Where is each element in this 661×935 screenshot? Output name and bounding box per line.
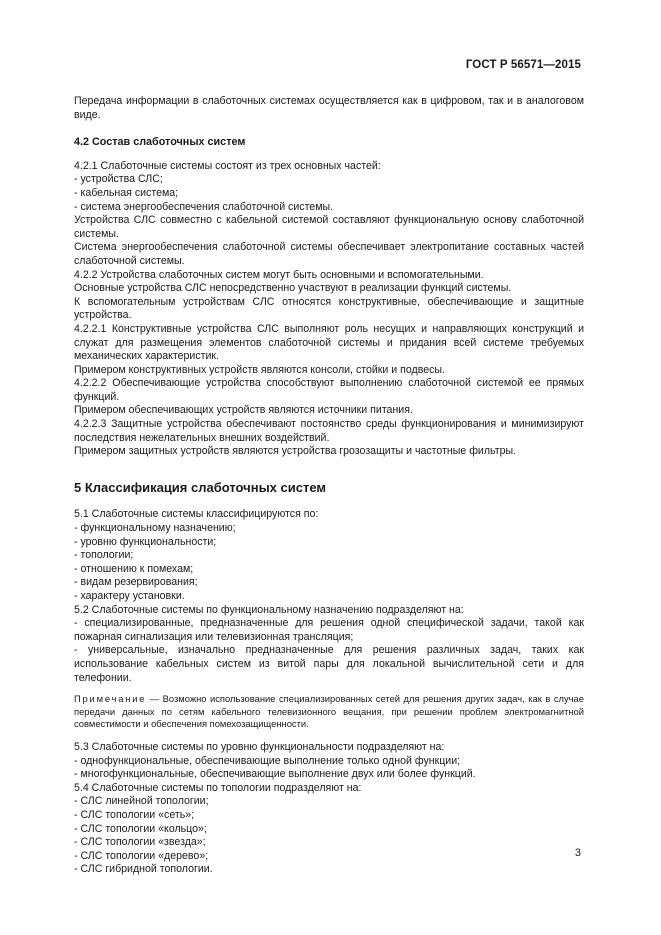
paragraph: К вспомогательным устройствам СЛС относятся конструктивные, обеспечивающие и защитные устройства.: [74, 295, 584, 322]
section-5-body-a: [74, 508, 584, 685]
note-label: Примечание: [74, 693, 147, 705]
paragraph: Система энергообеспечения слаботочной системы обеспечивает электропитание составных частей слаботочной системы.: [74, 241, 584, 267]
note-text: — Возможно использование специализированных сетей для решения других задач, как в случае передачи данных по сетям кабельного телевизионного вещания, при решении проблем электромагнитной совместимости и обеспечения помехозащищенности.: [74, 693, 584, 730]
section-5-body-b: [74, 741, 584, 877]
paragraph: 4.2.2.1 Конструктивные устройства СЛС выполняют роль несущих и направляющих конструкций и служат для размещения элементов слаботочной системы и придания всей системе требуемых механических характеристик.: [74, 322, 584, 363]
list-item: - уровню функциональности;: [74, 535, 217, 548]
paragraph: 5.4 Слаботочные системы по топологии подразделяют на:: [74, 781, 362, 794]
list-item: - СЛС топологии «звезда»;: [74, 836, 206, 849]
list-item: - устройства СЛС;: [74, 173, 163, 186]
page-number: 3: [574, 847, 581, 859]
section-4-2-body: [74, 160, 584, 459]
paragraph: Устройства СЛС совместно с кабельной системой составляют функциональную основу слаботочной системы.: [74, 214, 584, 240]
paragraph: 4.2.2.2 Обеспечивающие устройства способствуют выполнению слаботочной системой ее прямых функций.: [74, 377, 584, 403]
paragraph: 5.3 Слаботочные системы по уровню функциональности подразделяют на:: [74, 740, 445, 753]
list-item: - система энергообеспечения слаботочной системы.: [74, 200, 334, 213]
list-item: - СЛС линейной топологии;: [74, 795, 209, 808]
paragraph: 4.2.2 Устройства слаботочных систем могут быть основными и вспомогательными.: [74, 268, 484, 281]
list-item: - СЛС гибридной топологии.: [74, 863, 213, 876]
paragraph: Примером защитных устройств являются устройства грозозащиты и частотные фильтры.: [74, 445, 517, 458]
list-item: - СЛС топологии «кольцо»;: [74, 822, 207, 835]
list-item: - однофункциональные, обеспечивающие выполнение только одной функции;: [74, 754, 461, 767]
paragraph: 5.2 Слаботочные системы по функциональному назначению подразделяют на:: [74, 603, 464, 616]
list-item: - отношению к помехам;: [74, 562, 194, 575]
paragraph: 4.2.1 Слаботочные системы состоят из трех основных частей:: [74, 159, 381, 172]
paragraph: Основные устройства СЛС непосредственно участвуют в реализации функций системы.: [74, 282, 512, 295]
paragraph: 5.1 Слаботочные системы классифицируются по:: [74, 508, 319, 521]
section-4-2-title: 4.2 Состав слаботочных систем: [74, 136, 246, 149]
list-item: - специализированные, предназначенные для решения одной специфической задачи, такой как пожарная сигнализация или телевизионная трансляция;: [74, 617, 584, 643]
section-5-title: 5 Классификация слаботочных систем: [74, 479, 327, 495]
document-id: ГОСТ Р 56571—2015: [465, 59, 581, 71]
note: [74, 693, 584, 731]
list-item: - СЛС топологии «дерево»;: [74, 849, 209, 862]
list-item: - топологии;: [74, 549, 134, 562]
paragraph: 4.2.2.3 Защитные устройства обеспечивают постоянство среды функционирования и минимизируют последствия нежелательных внешних воздействий.: [74, 418, 584, 444]
list-item: - СЛС топологии «сеть»;: [74, 808, 195, 821]
intro-paragraph: Передача информации в слаботочных системах осуществляется как в цифровом, так и в аналоговом виде.: [74, 95, 584, 121]
list-item: - кабельная система;: [74, 186, 179, 199]
paragraph: Примером конструктивных устройств являются консоли, стойки и подвесы.: [74, 363, 445, 376]
document-body: [74, 95, 584, 877]
list-item: - многофункциональные, обеспечивающие выполнение двух или более функций.: [74, 768, 476, 781]
list-item: - характеру установки.: [74, 590, 185, 602]
list-item: - видам резервирования;: [74, 576, 198, 589]
paragraph: Примером обеспечивающих устройств являются источники питания.: [74, 404, 413, 417]
list-item: - функциональному назначению;: [74, 522, 236, 535]
list-item: - универсальные, изначально предназначенные для решения различных задач, таких как использование кабельных систем из витой пары для локальной вычислительной сети и для телефонии.: [74, 644, 584, 684]
